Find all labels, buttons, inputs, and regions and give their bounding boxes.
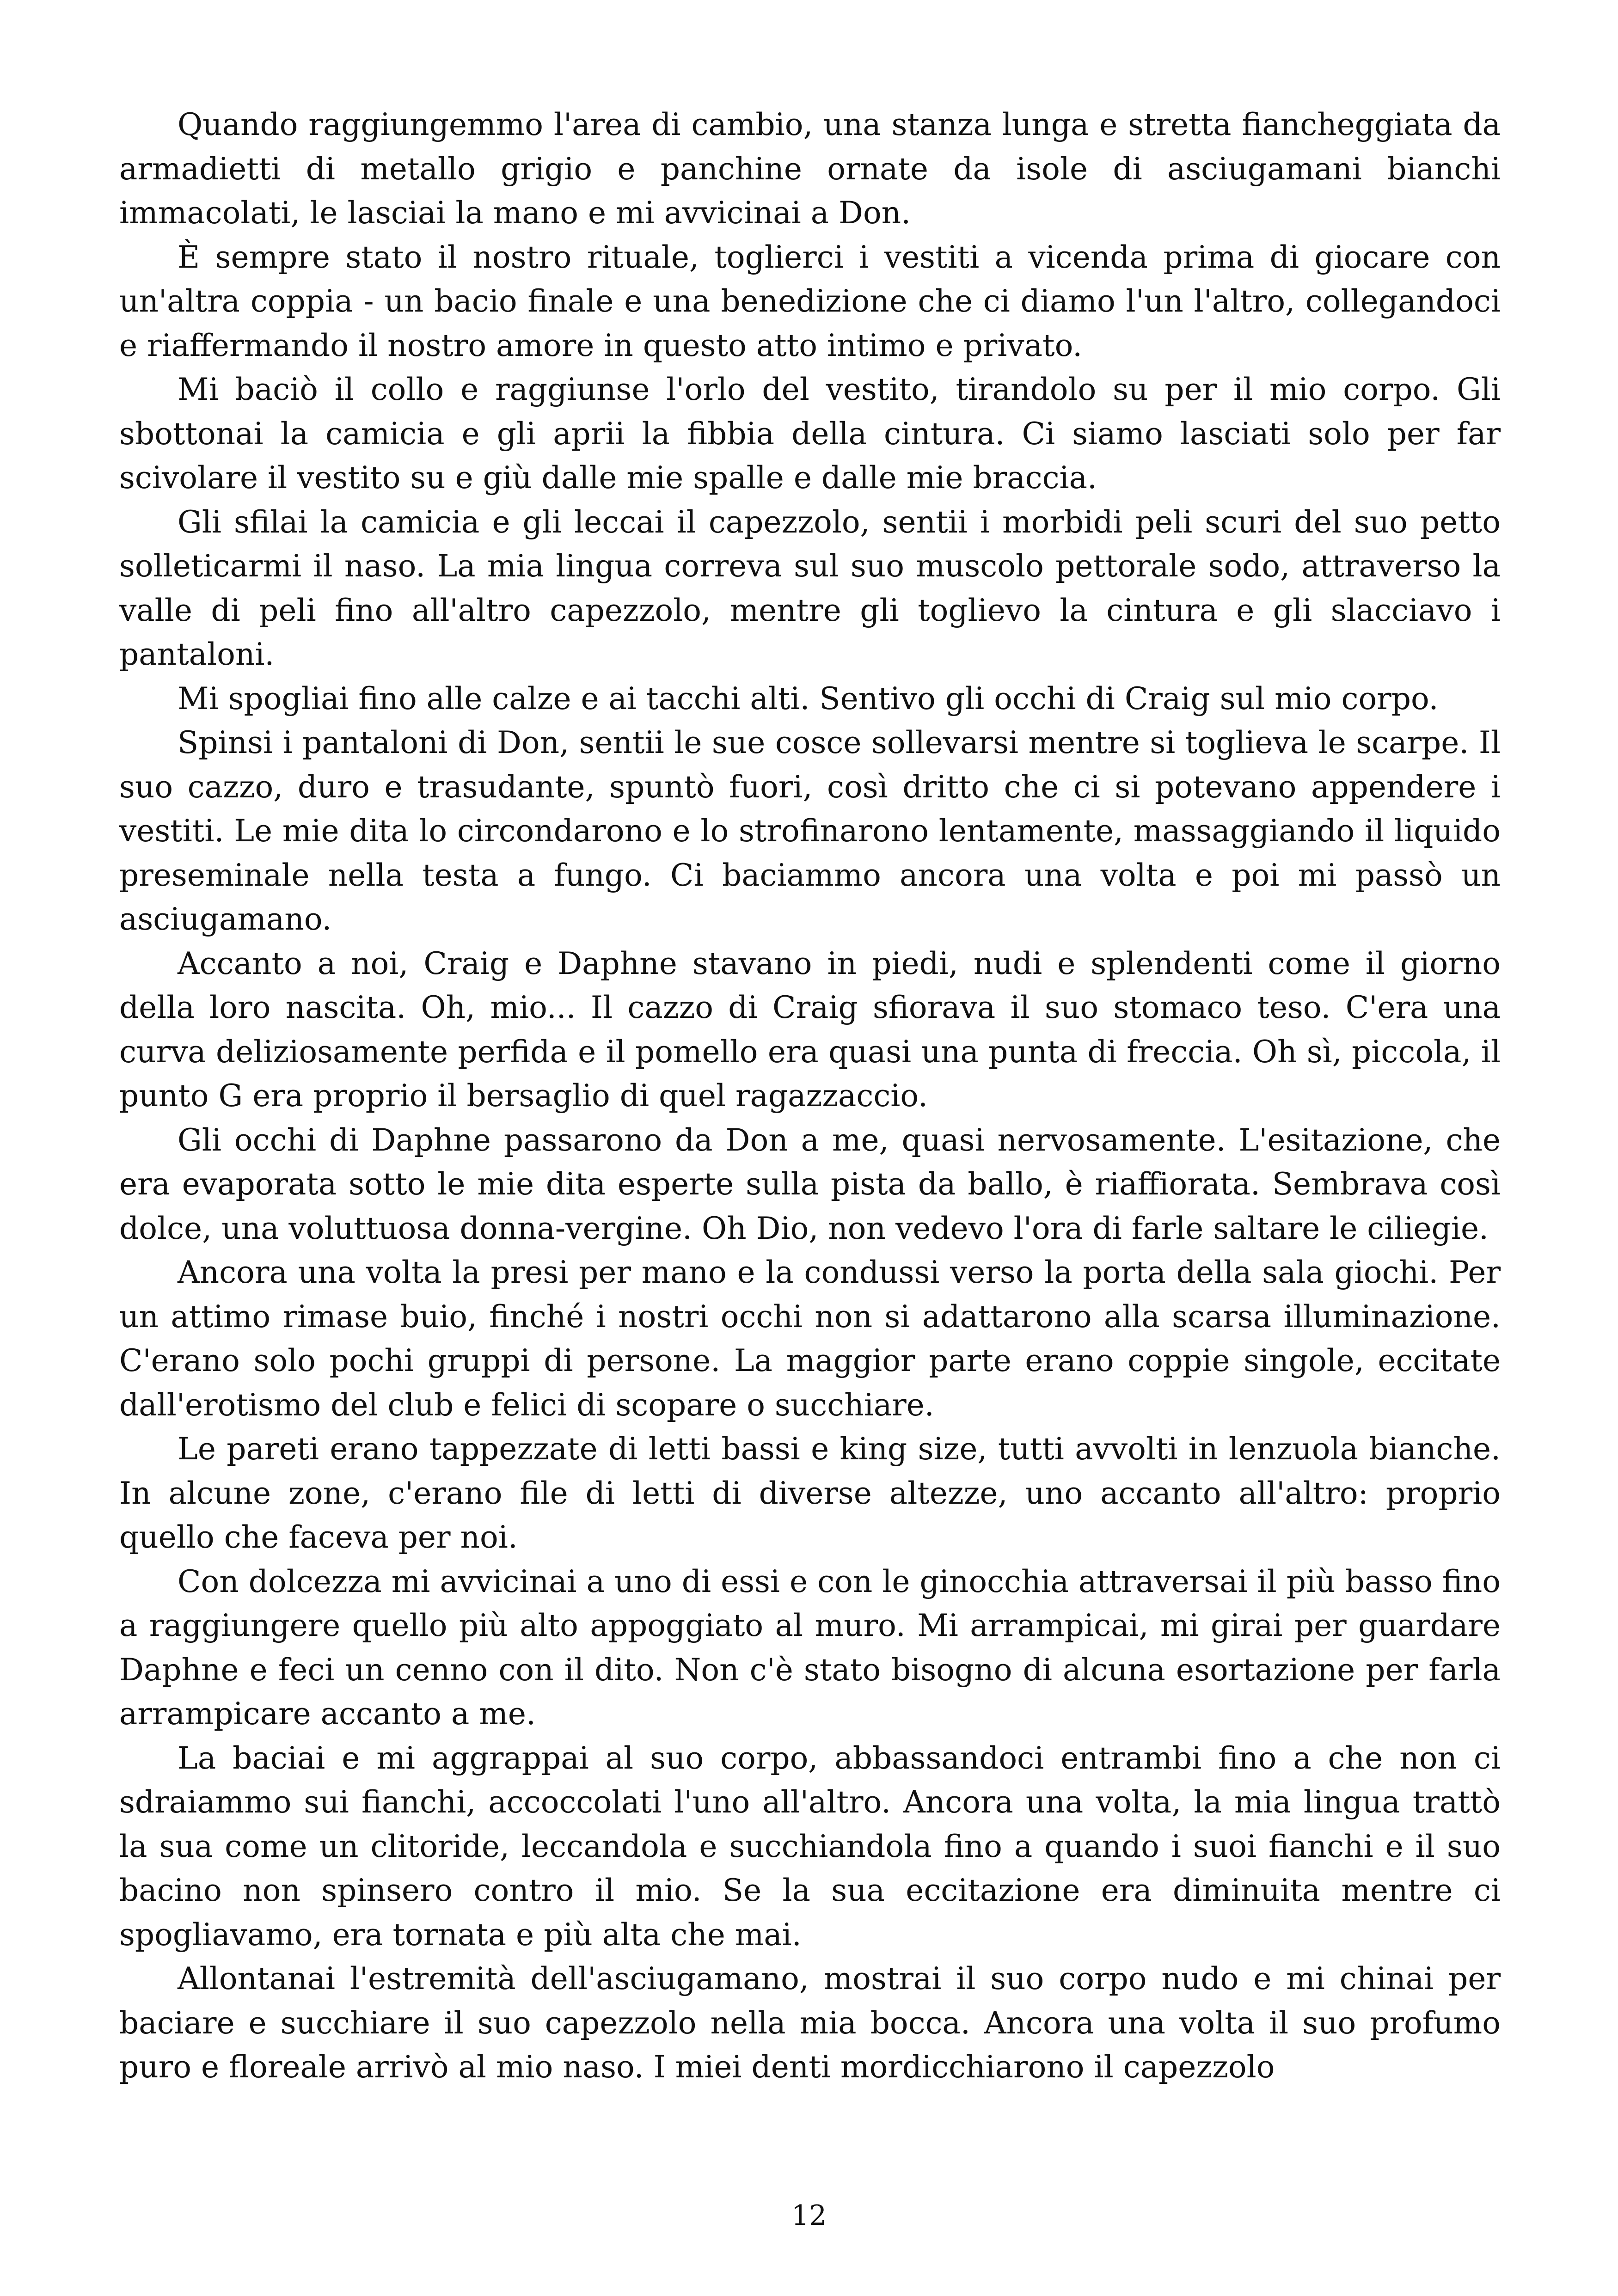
paragraph-5: Mi spogliai fino alle calze e ai tacchi alti. Sentivo gli occhi di Craig sul mio corpo. [178,680,1439,716]
paragraph-4: Gli sfilai la camicia e gli leccai il capezzolo, sentii i morbidi peli scuri del suo petto solleticarmi il naso. La mia lingua correva sul suo muscolo pettorale sodo, attraverso la valle di peli fino all'altro capezzolo, mentre gli toglievo la cintura e gli slacciavo i pantaloni. [119,504,1501,672]
paragraph-6: Spinsi i pantaloni di Don, sentii le sue cosce sollevarsi mentre si toglieva le scarpe. Il suo cazzo, duro e trasudante, spuntò fuori, così dritto che ci si potevano appendere i vestiti. Le mie dita lo circondarono e lo strofinarono lentamente, massaggiando il liquido preseminale nella testa a fungo. Ci baciammo ancora una volta e poi mi passò un asciugamano. [119,725,1501,937]
paragraph-8: Gli occhi di Daphne passarono da Don a me, quasi nervosamente. L'esitazione, che era evaporata sotto le mie dita esperte sulla pista da ballo, è riaffiorata. Sembrava così dolce, una voluttuosa donna-vergine. Oh Dio, non vedevo l'ora di farle saltare le ciliegie. [119,1122,1501,1246]
paragraph-3: Mi baciò il collo e raggiunse l'orlo del vestito, tirandolo su per il mio corpo. Gli sbottonai la camicia e gli aprii la fibbia della cintura. Ci siamo lasciati solo per far scivolare il vestito su e giù dalle mie spalle e dalle mie braccia. [119,372,1501,496]
paragraph-7: Accanto a noi, Craig e Daphne stavano in piedi, nudi e splendenti come il giorno della loro nascita. Oh, mio... Il cazzo di Craig sfiorava il suo stomaco teso. C'era una curva deliziosamente perfida e il pomello era quasi una punta di freccia. Oh sì, piccola, il punto G era proprio il bersaglio di quel ragazzaccio. [119,945,1501,1114]
paragraph-10: Le pareti erano tappezzate di letti bassi e king size, tutti avvolti in lenzuola bianche. In alcune zone, c'erano file di letti di diverse altezze, uno accanto all'altro: proprio quello che faceva per noi. [119,1431,1501,1555]
paragraph-13: Allontanai l'estremità dell'asciugamano, mostrai il suo corpo nudo e mi chinai per baciare e succhiare il suo capezzolo nella mia bocca. Ancora una volta il suo profumo puro e floreale arrivò al mio naso. I miei denti mordicchiarono il capezzolo [119,1961,1501,2085]
page-body [119,103,1501,2089]
paragraph-11: Con dolcezza mi avvicinai a uno di essi e con le ginocchia attraversai il più basso fino a raggiungere quello più alto appoggiato al muro. Mi arrampicai, mi girai per guardare Daphne e feci un cenno con il dito. Non c'è stato bisogno di alcuna esortazione per farla arrampicare accanto a me. [119,1563,1501,1732]
paragraph-12: La baciai e mi aggrappai al suo corpo, abbassandoci entrambi fino a che non ci sdraiammo sui fianchi, accoccolati l'uno all'altro. Ancora una volta, la mia lingua trattò la sua come un clitoride, leccandola e succhiandola fino a quando i suoi fianchi e il suo bacino non spinsero contro il mio. Se la sua eccitazione era diminuita mentre ci spogliavamo, era tornata e più alta che mai. [119,1740,1501,1953]
paragraph-1: Quando raggiungemmo l'area di cambio, una stanza lunga e stretta fiancheggiata da armadietti di metallo grigio e panchine ornate da isole di asciugamani bianchi immacolati, le lasciai la mano e mi avvicinai a Don. [119,107,1501,231]
paragraph-2: È sempre stato il nostro rituale, toglierci i vestiti a vicenda prima di giocare con un'altra coppia - un bacio finale e una benedizione che ci diamo l'un l'altro, collegandoci e riaffermando il nostro amore in questo atto intimo e privato. [119,239,1501,363]
paragraph-9: Ancora una volta la presi per mano e la condussi verso la porta della sala giochi. Per un attimo rimase buio, finché i nostri occhi non si adattarono alla scarsa illuminazione. C'erano solo pochi gruppi di persone. La maggior parte erano coppie singole, eccitate dall'erotismo del club e felici di scopare o succhiare. [119,1255,1501,1423]
page-number: 12 [791,2199,827,2232]
